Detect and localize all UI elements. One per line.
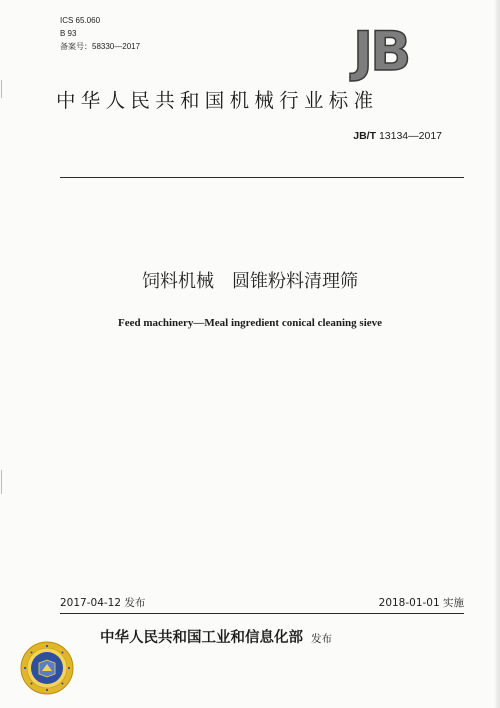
record-number: 备案号：58330—2017 bbox=[60, 42, 141, 51]
industry-standard-title: 中华人民共和国机械行业标准 bbox=[56, 89, 379, 112]
standard-code: JB/T bbox=[353, 130, 377, 142]
issuer-organization: 中华人民共和国工业和信息化部 bbox=[100, 630, 303, 646]
chinese-title-category: 饲料机械 bbox=[142, 271, 214, 292]
chinese-title bbox=[0, 270, 500, 294]
scan-edge-mark bbox=[1, 470, 2, 494]
ccs-code: B 93 bbox=[60, 29, 77, 38]
issuer-verb: 发布 bbox=[311, 633, 332, 645]
top-divider bbox=[60, 177, 464, 178]
scan-edge-mark bbox=[1, 80, 2, 98]
bottom-divider bbox=[60, 613, 464, 614]
anti-counterfeit-seal-icon bbox=[20, 641, 74, 695]
issue-date: 2017-04-12 发布 bbox=[60, 597, 146, 609]
issuing-authority bbox=[100, 627, 332, 649]
page-edge-shadow bbox=[494, 0, 500, 708]
jb-logo: JB bbox=[353, 20, 409, 83]
standard-number bbox=[353, 130, 442, 142]
standard-number-value: 13134—2017 bbox=[378, 130, 442, 142]
ics-code: ICS 65.060 bbox=[60, 16, 101, 25]
english-title: Feed machinery—Meal ingredient conical cleaning sieve bbox=[117, 317, 383, 329]
chinese-title-product: 圆锥粉料清理筛 bbox=[232, 271, 358, 292]
implementation-date: 2018-01-01 实施 bbox=[378, 597, 464, 609]
